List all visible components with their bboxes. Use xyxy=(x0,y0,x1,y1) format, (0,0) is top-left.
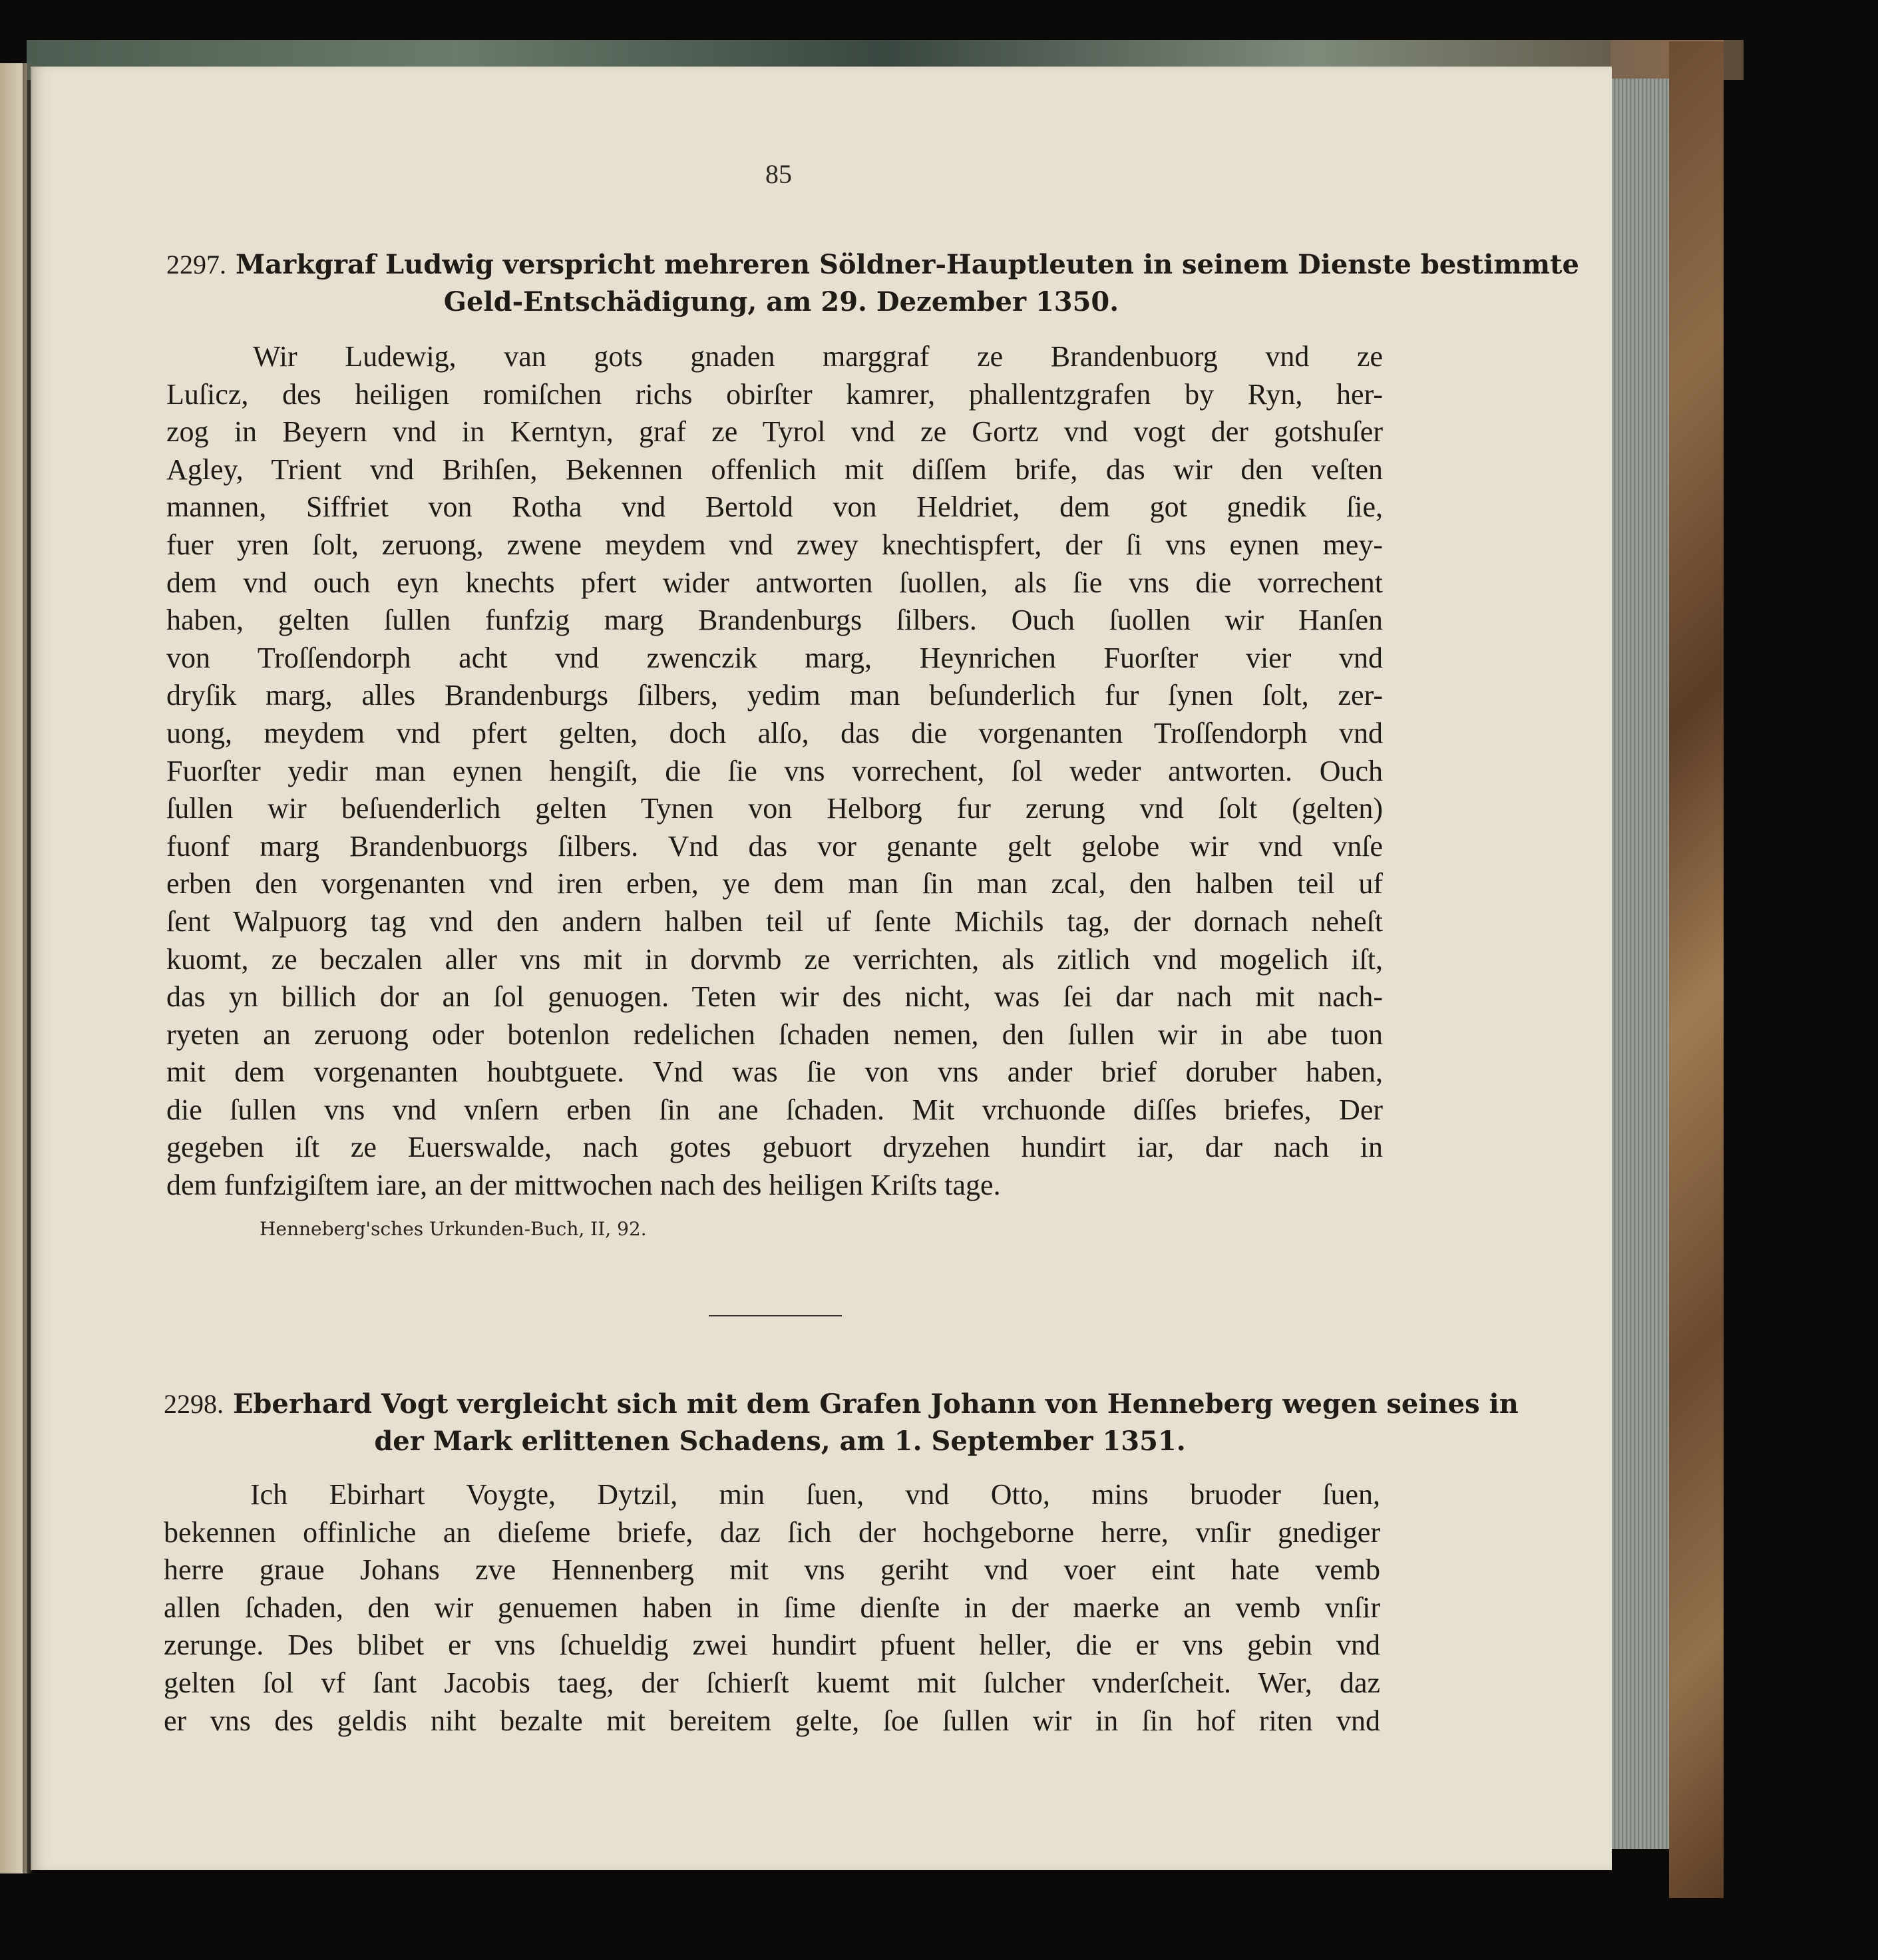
text-line: bekennen offinliche an dieſeme briefe, daz ſich der hochgeborne herre, vnſir gnediger xyxy=(164,1515,1380,1549)
text-line: haben, gelten ſullen funfzig marg Brandenburgs ſilbers. Ouch ſuollen wir Hanſen xyxy=(166,604,1383,637)
text-line: zerunge. Des blibet er vns ſchueldig zwei hundirt pfuent heller, die er vns gebin vnd xyxy=(164,1629,1380,1662)
text-line: gegeben iſt ze Euerswalde, nach gotes gebuort dryzehen hundirt iar, dar nach in xyxy=(166,1131,1383,1164)
entry-title-line-1: Markgraf Ludwig verspricht mehreren Söldner-Hauptleuten in seinem Dienste bestimmte xyxy=(235,249,1579,280)
page-block-edges xyxy=(1612,79,1669,1849)
page-number: 85 xyxy=(765,159,792,189)
text-line: zog in Beyern vnd in Kerntyn, graf ze Tyrol vnd ze Gortz vnd vogt der gotshuſer xyxy=(166,415,1383,449)
text-line: uong, meydem vnd pfert gelten, doch alſo, das die vorgenanten Troſſendorph vnd xyxy=(166,716,1383,749)
entry-heading xyxy=(164,1386,1519,1460)
entry-number: 2298. xyxy=(164,1389,224,1419)
text-line: Luſicz, des heiligen romiſchen richs obirſter kamrer, phallentzgrafen by Ryn, her- xyxy=(166,377,1383,411)
text-line: gelten ſol vf ſant Jacobis taeg, der ſchierſt kuemt mit ſulcher vnderſcheit. Wer, daz xyxy=(164,1666,1380,1699)
text-line: dem vnd ouch eyn knechts pfert wider antworten ſuollen, als ſie vns die vorrechent xyxy=(166,566,1383,599)
entry-number: 2297. xyxy=(166,250,226,280)
entry-heading xyxy=(166,246,1579,321)
section-divider xyxy=(709,1315,842,1316)
entry-title-line-2: der Mark erlittenen Schadens, am 1. September 1351. xyxy=(374,1426,1186,1457)
text-line: Fuorſter yedir man eynen hengiſt, die ſie vns vorrechent, ſol weder antworten. Ouch xyxy=(166,754,1383,787)
entry-text xyxy=(166,338,1383,1205)
text-line: fuonf marg Brandenbuorgs ſilbers. Vnd das vor genante gelt gelobe wir vnd vnſe xyxy=(166,829,1383,863)
book-board-edge xyxy=(1669,41,1724,1898)
text-line: erben den vorgenanten vnd iren erben, ye dem man ſin man zcal, den halben teil uf xyxy=(166,867,1383,900)
text-line: er vns des geldis niht bezalte mit bereitem gelte, ſoe ſullen wir in ſin hof riten vnd xyxy=(164,1704,1380,1737)
entry-title-line-2: Geld-Entschädigung, am 29. Dezember 1350. xyxy=(443,286,1119,317)
text-line: mannen, Siffriet von Rotha vnd Bertold von Heldriet, dem got gnedik ſie, xyxy=(166,490,1383,524)
text-line: fuer yren ſolt, zeruong, zwene meydem vnd zwey knechtispfert, der ſi vns eynen mey- xyxy=(166,528,1383,561)
text-line: die ſullen vns vnd vnſern erben ſin ane ſchaden. Mit vrchuonde diſſes briefes, Der xyxy=(166,1093,1383,1126)
entry-text xyxy=(164,1476,1380,1740)
text-line: ſullen wir beſuenderlich gelten Tynen von Helborg fur zerung vnd ſolt (gelten) xyxy=(166,792,1383,825)
text-line: herre graue Johans zve Hennenberg mit vns geriht vnd voer eint hate vemb xyxy=(164,1553,1380,1587)
text-line: kuomt, ze beczalen aller vns mit in dorvmb ze verrichten, als zitlich vnd mogelich iſt, xyxy=(166,942,1383,976)
entry-title-line-1: Eberhard Vogt vergleicht sich mit dem Grafen Johann von Henneberg wegen seines in xyxy=(232,1388,1519,1420)
text-line: dryſik marg, alles Brandenburgs ſilbers, yedim man beſunderlich fur ſynen ſolt, zer- xyxy=(166,679,1383,712)
spine-shadow xyxy=(23,63,33,1873)
text-line: Ich Ebirhart Voygte, Dytzil, min ſuen, vnd Otto, mins bruoder ſuen, xyxy=(250,1478,1380,1511)
text-line: Wir Ludewig, van gots gnaden marggraf ze Brandenbuorg vnd ze xyxy=(253,340,1383,373)
text-line: dem funfzigiſtem iare, an der mittwochen nach des heiligen Kriſts tage. xyxy=(166,1169,1001,1202)
text-line: ryeten an zeruong oder botenlon redelichen ſchaden nemen, den ſullen wir in abe tuon xyxy=(166,1018,1383,1051)
text-line: mit dem vorgenanten houbtguete. Vnd was ſie von vns ander brief doruber haben, xyxy=(166,1056,1383,1089)
text-line: allen ſchaden, den wir genuemen haben in ſime dienſte in der maerke an vemb vnſir xyxy=(164,1591,1380,1624)
text-line: ſent Walpuorg tag vnd den andern halben teil uf ſente Michils tag, der dornach neheſt xyxy=(166,904,1383,938)
text-line: das yn billich dor an ſol genuogen. Teten wir des nicht, was ſei dar nach mit nach- xyxy=(166,980,1383,1014)
source-citation: Henneberg'sches Urkunden-Buch, II, 92. xyxy=(260,1218,647,1240)
text-line: von Troſſendorph acht vnd zwenczik marg, Heynrichen Fuorſter vier vnd xyxy=(166,641,1383,674)
text-line: Agley, Trient vnd Brihſen, Bekennen offenlich mit diſſem brife, das wir den veſten xyxy=(166,453,1383,486)
